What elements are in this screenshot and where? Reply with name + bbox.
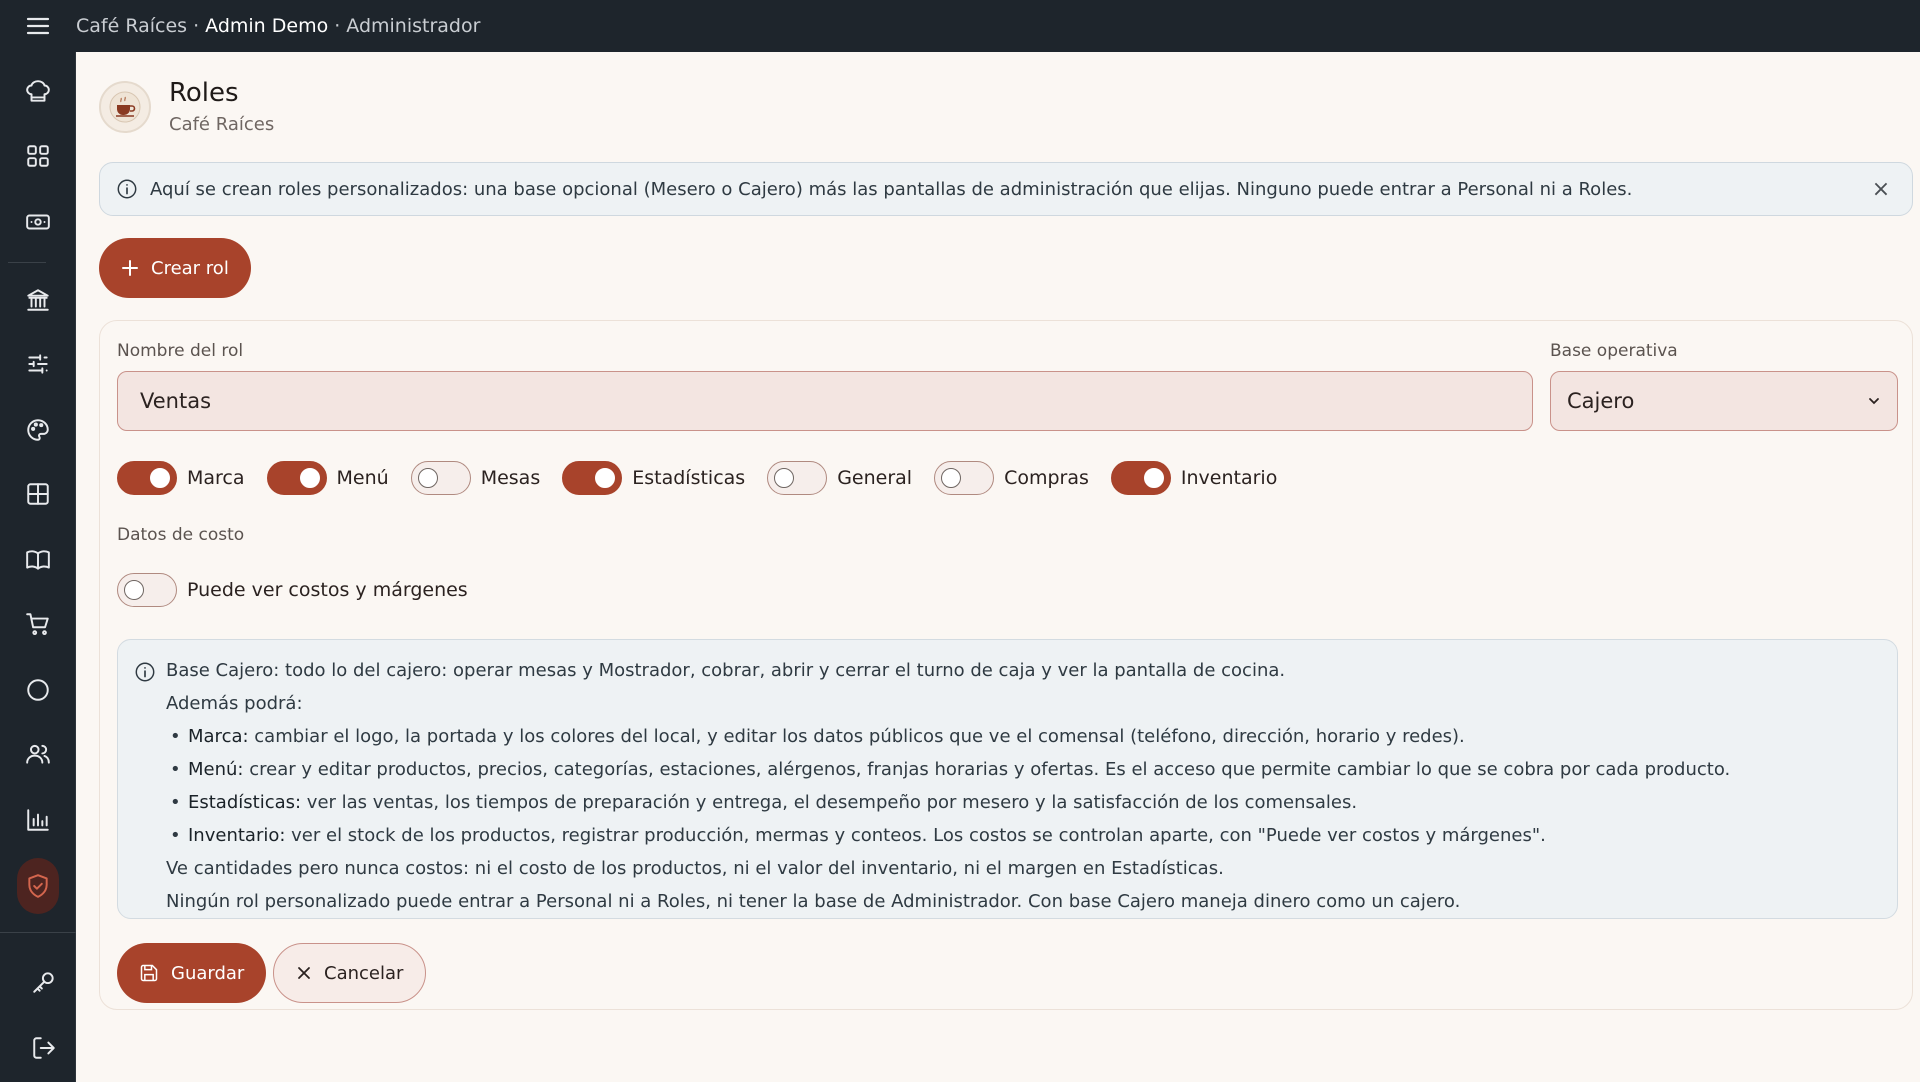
coffee-cup-icon bbox=[108, 90, 142, 124]
toggle-marca[interactable] bbox=[117, 461, 245, 495]
save-label: Guardar bbox=[171, 962, 245, 984]
list-item-text: cambiar el logo, la portada y los colores del local, y editar los datos públicos que ve el comensal (teléfono, dirección, horario y redes). bbox=[248, 726, 1465, 747]
base-label: Base operativa bbox=[1550, 341, 1678, 361]
plus-icon bbox=[121, 259, 139, 277]
sidebar-divider-bottom bbox=[0, 932, 76, 933]
page-title: Roles bbox=[169, 78, 239, 108]
description-line: Además podrá: bbox=[166, 693, 303, 714]
sidebar-active-pill bbox=[17, 858, 59, 914]
toggle-knob bbox=[774, 468, 794, 488]
sidebar-item-kitchen[interactable] bbox=[0, 62, 76, 122]
breadcrumb bbox=[76, 15, 480, 37]
save-button[interactable] bbox=[117, 943, 266, 1003]
breadcrumb-role: · Administrador bbox=[334, 15, 481, 37]
toggle-mesas[interactable] bbox=[411, 461, 541, 495]
list-item bbox=[166, 720, 1881, 753]
sidebar-item-menu[interactable] bbox=[0, 530, 76, 590]
list-item bbox=[166, 819, 1881, 852]
chevron-down-icon bbox=[1867, 394, 1881, 408]
toggle-switch[interactable] bbox=[411, 461, 471, 495]
toggle-switch[interactable] bbox=[562, 461, 622, 495]
toggle-knob bbox=[300, 468, 320, 488]
toggle-inventario[interactable] bbox=[1111, 461, 1277, 495]
sidebar-item-settings[interactable] bbox=[0, 334, 76, 394]
cancel-button[interactable] bbox=[273, 943, 426, 1003]
menu-button[interactable] bbox=[0, 0, 76, 52]
list-item bbox=[166, 753, 1881, 786]
toggle-cost-visibility[interactable] bbox=[117, 573, 468, 607]
sliders-icon bbox=[25, 351, 51, 377]
toggle-estadisticas[interactable] bbox=[562, 461, 745, 495]
breadcrumb-restaurant: Café Raíces · bbox=[76, 15, 200, 37]
cash-icon bbox=[25, 209, 51, 235]
sidebar-item-general[interactable] bbox=[0, 660, 76, 720]
description-line: Base Cajero: todo lo del cajero: operar mesas y Mostrador, cobrar, abrir y cerrar el turno de caja y ver la pantalla de cocina. bbox=[166, 660, 1286, 681]
bank-icon bbox=[25, 287, 51, 313]
toggle-switch[interactable] bbox=[934, 461, 994, 495]
toggle-label: Estadísticas bbox=[632, 467, 746, 489]
info-alert bbox=[99, 162, 1913, 216]
toggle-compras[interactable] bbox=[934, 461, 1089, 495]
bar-chart-icon bbox=[25, 807, 51, 833]
table-icon bbox=[25, 481, 51, 507]
main-content bbox=[77, 52, 1920, 1082]
toggle-menu[interactable] bbox=[267, 461, 389, 495]
users-icon bbox=[25, 741, 51, 767]
role-name-label: Nombre del rol bbox=[117, 341, 244, 361]
cancel-label: Cancelar bbox=[324, 962, 404, 984]
info-icon bbox=[134, 661, 156, 683]
toggle-knob bbox=[124, 580, 144, 600]
logout-icon bbox=[31, 1035, 57, 1061]
grid-icon bbox=[25, 143, 51, 169]
close-icon bbox=[296, 965, 312, 981]
toggle-knob bbox=[595, 468, 615, 488]
sidebar-item-purchases[interactable] bbox=[0, 594, 76, 654]
toggle-knob bbox=[150, 468, 170, 488]
toggle-switch[interactable] bbox=[117, 573, 177, 607]
list-item-key: Inventario: bbox=[188, 825, 286, 846]
role-description-box bbox=[117, 639, 1898, 919]
circle-icon bbox=[25, 677, 51, 703]
shield-icon bbox=[25, 873, 51, 899]
list-item-key: Marca: bbox=[188, 726, 249, 747]
sidebar bbox=[0, 52, 76, 1082]
permission-details-list bbox=[166, 720, 1881, 852]
breadcrumb-user: Admin Demo bbox=[205, 15, 329, 37]
list-item bbox=[166, 786, 1881, 819]
sidebar-item-tables[interactable] bbox=[0, 464, 76, 524]
sidebar-item-dashboard[interactable] bbox=[0, 126, 76, 186]
toggle-knob bbox=[941, 468, 961, 488]
info-icon bbox=[116, 178, 138, 200]
toggle-label: Inventario bbox=[1180, 467, 1278, 489]
palette-icon bbox=[25, 417, 51, 443]
toggle-switch[interactable] bbox=[267, 461, 327, 495]
create-role-button[interactable] bbox=[99, 238, 251, 298]
sidebar-item-stats[interactable] bbox=[0, 790, 76, 850]
sidebar-item-brand[interactable] bbox=[0, 400, 76, 460]
role-name-input[interactable] bbox=[117, 371, 1533, 431]
cart-icon bbox=[25, 611, 51, 637]
toggle-knob bbox=[418, 468, 438, 488]
sidebar-item-password[interactable] bbox=[6, 952, 82, 1012]
sidebar-item-staff[interactable] bbox=[0, 724, 76, 784]
list-item-key: Estadísticas: bbox=[188, 792, 302, 813]
toggle-label: Puede ver costos y márgenes bbox=[187, 579, 468, 601]
page-subtitle: Café Raíces bbox=[169, 114, 275, 135]
permission-toggles bbox=[117, 461, 1299, 495]
alert-text: Aquí se crean roles personalizados: una base opcional (Mesero o Cajero) más las pantallas de administración que elijas. Ninguno puede entrar a Personal ni a Roles. bbox=[150, 178, 1633, 200]
page-header bbox=[99, 78, 274, 135]
list-item-key: Menú: bbox=[188, 759, 244, 780]
toggle-knob bbox=[1144, 468, 1164, 488]
toggle-label: Compras bbox=[1004, 467, 1089, 489]
key-icon bbox=[31, 969, 57, 995]
list-item-text: crear y editar productos, precios, categorías, estaciones, alérgenos, franjas horarias y ofertas. Es el acceso que permite cambiar lo que se cobra por cada producto. bbox=[243, 759, 1731, 780]
list-item-text: ver el stock de los productos, registrar producción, mermas y conteos. Los costos se controlan aparte, con "Puede ver costos y márgenes". bbox=[285, 825, 1546, 846]
toggle-label: Mesas bbox=[480, 467, 541, 489]
toggle-label: Marca bbox=[187, 467, 245, 489]
list-item-text: ver las ventas, los tiempos de preparación y entrega, el desempeño por mesero y la satisfacción de los comensales. bbox=[301, 792, 1358, 813]
sidebar-item-roles[interactable] bbox=[0, 856, 76, 916]
base-select-value: Cajero bbox=[1567, 389, 1635, 413]
restaurant-logo bbox=[99, 81, 151, 133]
sidebar-item-cash[interactable] bbox=[0, 192, 76, 252]
top-bar bbox=[0, 0, 1920, 52]
sidebar-item-logout[interactable] bbox=[6, 1018, 82, 1078]
save-icon bbox=[139, 963, 159, 983]
close-icon: × bbox=[1871, 176, 1891, 202]
role-form-card bbox=[99, 320, 1913, 1010]
toggle-label: Menú bbox=[336, 467, 389, 489]
sidebar-item-bank[interactable] bbox=[0, 270, 76, 330]
base-select[interactable] bbox=[1550, 371, 1898, 431]
sidebar-divider bbox=[8, 262, 46, 263]
toggle-switch[interactable] bbox=[767, 461, 827, 495]
cost-section-title: Datos de costo bbox=[117, 525, 245, 545]
description-line: Ningún rol personalizado puede entrar a Personal ni a Roles, ni tener la base de Administrador. Con base Cajero maneja dinero como un cajero. bbox=[166, 891, 1461, 912]
chef-hat-icon bbox=[25, 79, 51, 105]
close-alert-button[interactable] bbox=[1866, 177, 1896, 202]
toggle-switch[interactable] bbox=[1111, 461, 1171, 495]
book-icon bbox=[25, 547, 51, 573]
create-role-label: Crear rol bbox=[151, 257, 229, 279]
description-line: Ve cantidades pero nunca costos: ni el costo de los productos, ni el valor del inventario, ni el margen en Estadísticas. bbox=[166, 858, 1224, 879]
toggle-switch[interactable] bbox=[117, 461, 177, 495]
menu-icon bbox=[26, 16, 50, 36]
toggle-label: General bbox=[837, 467, 913, 489]
toggle-general[interactable] bbox=[767, 461, 912, 495]
